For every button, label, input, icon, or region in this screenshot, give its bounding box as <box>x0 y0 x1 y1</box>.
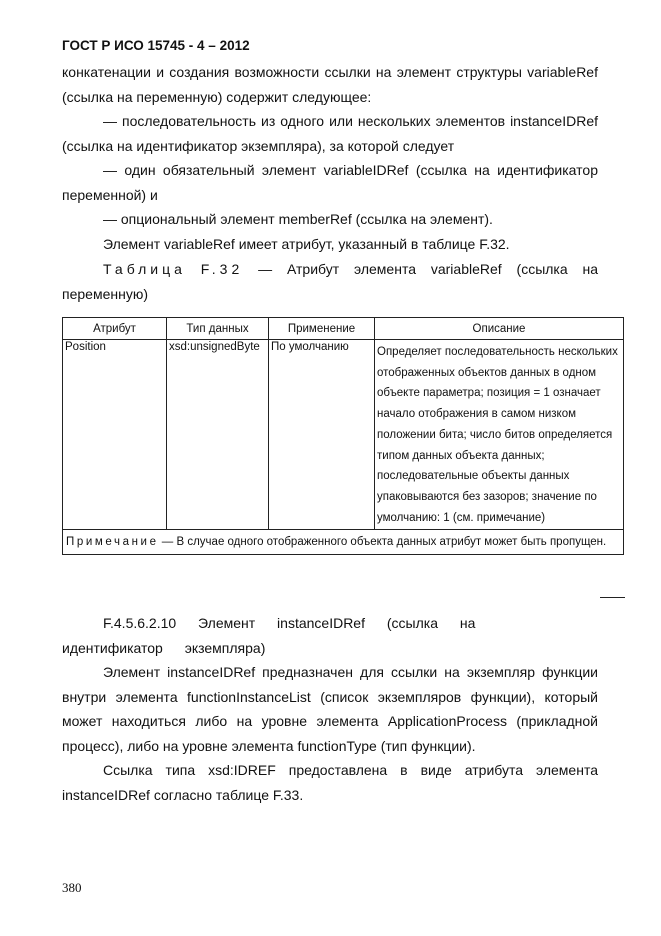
paragraph-idref-reference: Ссылка типа xsd:IDREF предоставлена в виде атрибута элемента instanceIDRef согласно таблице F.33. <box>62 762 598 803</box>
header-usage: Применение <box>269 318 375 340</box>
cell-usage: По умолчанию <box>269 340 375 530</box>
cell-attribute: Position <box>63 340 167 530</box>
header-attribute: Атрибут <box>63 318 167 340</box>
note-label: Примечание <box>66 536 159 549</box>
attribute-table <box>62 317 624 555</box>
table-caption <box>62 257 598 306</box>
page-number: 380 <box>62 880 82 895</box>
table-header-row <box>63 318 624 340</box>
document-header: ГОСТ Р ИСО 15745 - 4 – 2012 <box>62 38 250 53</box>
table-caption-number: F.32 <box>200 261 244 277</box>
paragraph-list-item-3: — опциональный элемент memberRef (ссылка на элемент). <box>103 211 493 227</box>
cell-data-type: xsd:unsignedByte <box>167 340 269 530</box>
table-bottom-rule <box>600 597 625 598</box>
header-data-type: Тип данных <box>167 318 269 340</box>
header-description: Описание <box>375 318 624 340</box>
paragraph-instance-idref: Элемент instanceIDRef предназначен для ссылки на экземпляр функции внутри элемента functionInstanceList (список экземпляров функции), который может находиться либо на уровне элемента ApplicationProcess (прикладной процесс), либо на уровне элемента functionType (тип функции). <box>62 664 598 754</box>
paragraph-table-reference: Элемент variableRef имеет атрибут, указанный в таблице F.32. <box>103 236 510 252</box>
table-row <box>63 340 624 530</box>
section-heading: F.4.5.6.2.10 Элемент instanceIDRef (ссылка на идентификатор экземпляра) <box>62 615 476 656</box>
table-caption-word: Таблица <box>103 261 186 277</box>
cell-description: Определяет последовательность нескольких отображенных объектов данных в одном объекте параметра; позиция = 1 означает начало отображения в самом низком положении бита; число битов определяется типом данных объекта данных; последовательные объекты данных упаковываются без зазоров; значение по умолчанию: 1 (см. примечание) <box>375 340 624 530</box>
note-text: — В случае одного отображенного объекта данных атрибут может быть пропущен. <box>161 536 607 549</box>
table-note <box>63 530 624 555</box>
paragraph-list-item-1: — последовательность из одного или нескольких элементов instanceIDRef (ссылка на идентификатор экземпляра), за которой следует <box>62 113 598 154</box>
paragraph-intro: конкатенации и создания возможности ссылки на элемент структуры variableRef (ссылка на переменную) содержит следующее: <box>62 64 598 105</box>
paragraph-list-item-2: — один обязательный элемент variableIDRef (ссылка на идентификатор переменной) и <box>62 162 598 203</box>
table-caption-title: — Атрибут элемента variableRef (ссылка на переменную) <box>62 261 599 302</box>
table-note-row <box>63 530 624 555</box>
